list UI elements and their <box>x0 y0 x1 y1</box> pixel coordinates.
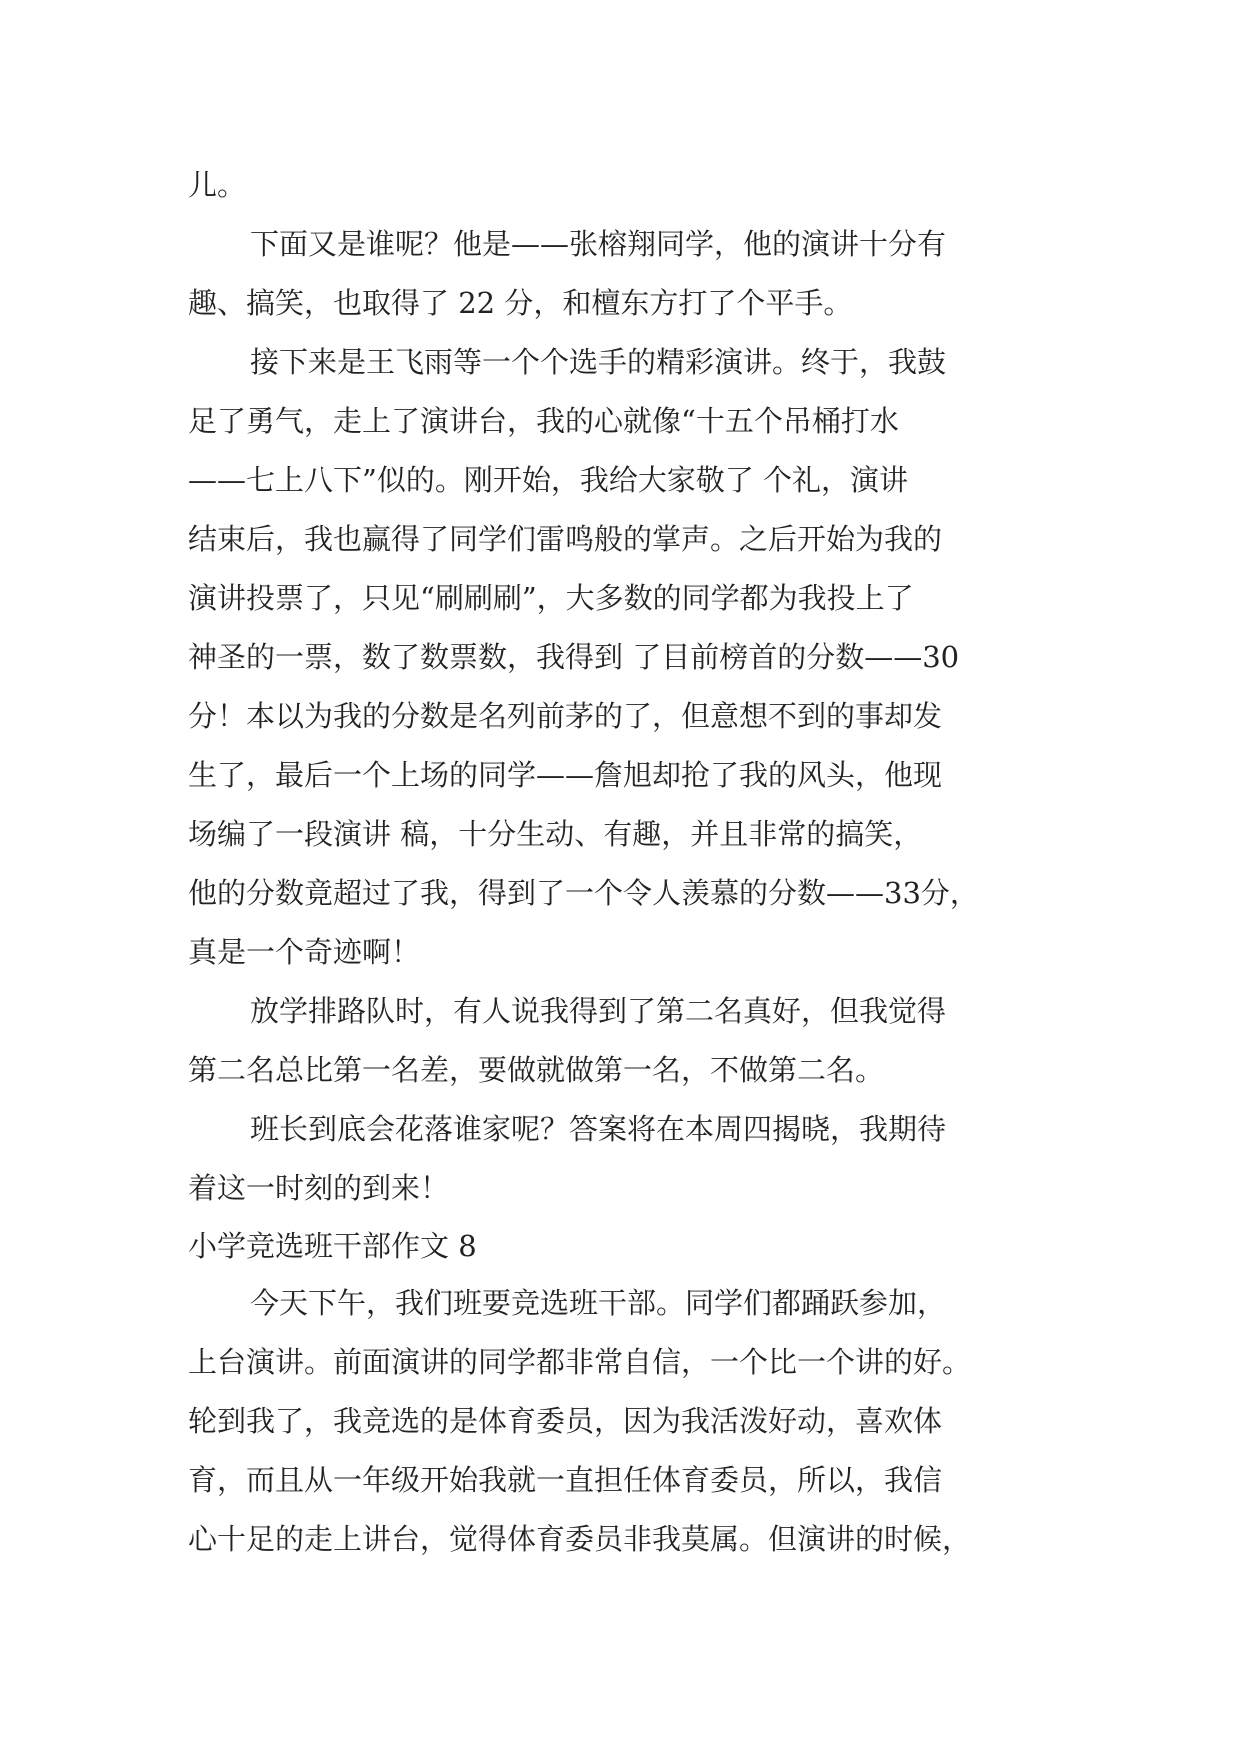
text-line: 儿。 <box>188 168 247 202</box>
text-line: ——七上八下”似的。刚开始，我给大家敬了 个礼，演讲 <box>188 463 909 497</box>
text-line: 演讲投票了，只见“刷刷刷”，大多数的同学都为我投上了 <box>188 581 914 615</box>
text-line: 神圣的一票，数了数票数，我得到 了目前榜首的分数——30 <box>188 640 960 674</box>
text-line: 场编了一段演讲 稿，十分生动、有趣，并且非常的搞笑， <box>188 817 923 851</box>
text-line: 轮到我了，我竞选的是体育委员，因为我活泼好动，喜欢体 <box>188 1404 943 1438</box>
text-line: 育，而且从一年级开始我就一直担任体育委员，所以，我信 <box>188 1463 943 1497</box>
text-line: 着这一时刻的到来！ <box>188 1171 450 1205</box>
text-line: 真是一个奇迹啊！ <box>188 935 421 969</box>
essay-8-beginning <box>188 1274 1048 1569</box>
section-heading: 小学竞选班干部作文 8 <box>188 1229 477 1263</box>
text-line: 心十足的走上讲台，觉得体育委员非我莫属。但演讲的时候， <box>188 1522 972 1556</box>
text-line: 班长到底会花落谁家呢？答案将在本周四揭晓，我期待 <box>250 1112 947 1146</box>
text-line: 放学排路队时，有人说我得到了第二名真好，但我觉得 <box>250 994 947 1028</box>
text-line: 结束后，我也赢得了同学们雷鸣般的掌声。之后开始为我的 <box>188 522 943 556</box>
essay-7-ending <box>188 156 1048 1218</box>
text-line: 趣、搞笑，也取得了 22 分，和檀东方打了个平手。 <box>188 286 853 320</box>
text-line: 生了，最后一个上场的同学——詹旭却抢了我的风头，他现 <box>188 758 943 792</box>
text-line: 下面又是谁呢？他是——张榕翔同学，他的演讲十分有 <box>250 227 947 261</box>
text-line: 接下来是王飞雨等一个个选手的精彩演讲。终于，我鼓 <box>250 345 947 379</box>
text-line: 今天下午，我们班要竞选班干部。同学们都踊跃参加， <box>250 1286 947 1320</box>
document-body <box>188 156 1048 1569</box>
text-line: 他的分数竟超过了我，得到了一个令人羡慕的分数——33分， <box>188 876 979 910</box>
text-line: 分！本以为我的分数是名列前茅的了，但意想不到的事却发 <box>188 699 943 733</box>
text-line: 第二名总比第一名差，要做就做第一名，不做第二名。 <box>188 1053 885 1087</box>
text-line: 足了勇气，走上了演讲台，我的心就像“十五个吊桶打水 <box>188 404 899 438</box>
text-line: 上台演讲。前面演讲的同学都非常自信，一个比一个讲的好。 <box>188 1345 972 1379</box>
